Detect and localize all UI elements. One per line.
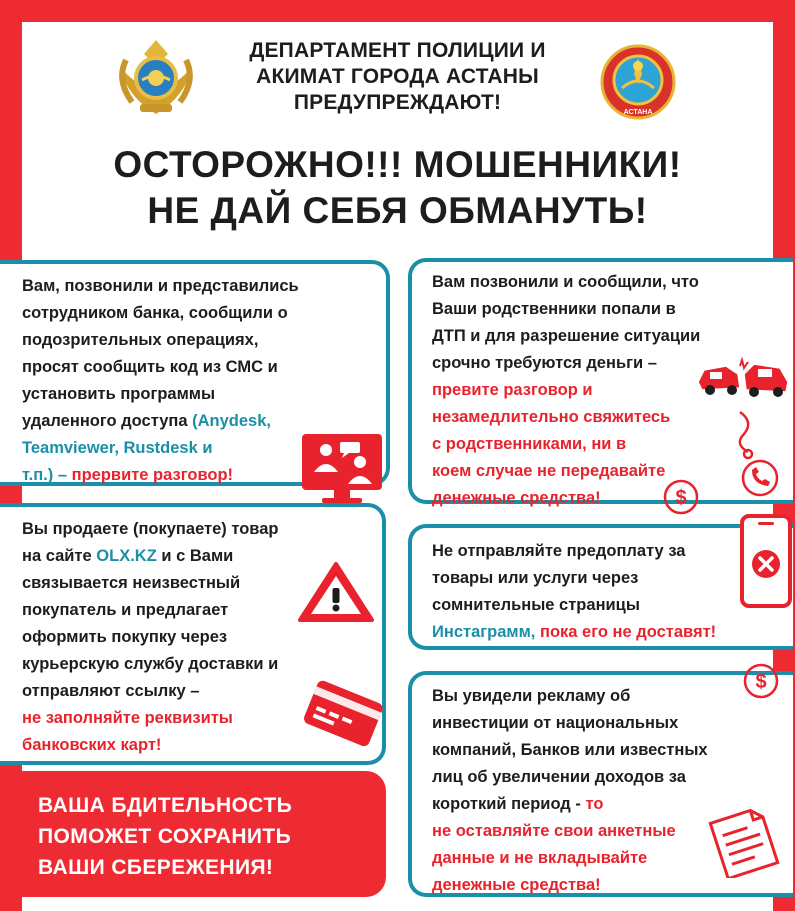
callout-line-1: ВАША БДИТЕЛЬНОСТЬ — [38, 794, 293, 817]
phone-icon — [740, 458, 780, 498]
header-line-1: ДЕПАРТАМЕНТ ПОЛИЦИИ И — [249, 39, 546, 62]
bank-card-icon — [300, 676, 384, 752]
olx-line-6: курьерскую службу доставки и — [22, 655, 279, 673]
smartphone-blocked-icon — [738, 512, 794, 610]
svg-text:$: $ — [675, 487, 687, 509]
car-crash-icon — [696, 356, 790, 400]
olx-site: OLX.KZ — [96, 547, 157, 565]
olx-line-1: Вы продаете (покупаете) товар — [22, 520, 279, 538]
bank-warning: прервите разговор! — [71, 466, 234, 484]
prepay-warning — [408, 524, 793, 650]
olx-warning-1: не заполняйте реквизиты — [22, 709, 233, 727]
dollar-coin-icon — [662, 478, 700, 516]
inv-warning-3: денежные средства! — [432, 876, 601, 894]
police-emblem-icon — [112, 36, 200, 122]
document-form-icon — [704, 808, 784, 878]
rel-warning-5: денежные средства! — [432, 489, 601, 507]
olx-line-2-a: на сайте — [22, 547, 92, 565]
inv-line-1: Вы увидели рекламу об — [432, 687, 631, 705]
rel-warning-3: с родственниками, ни в — [432, 435, 627, 453]
inv-warning-1: не оставляйте свои анкетные — [432, 822, 676, 840]
page-title — [30, 142, 765, 234]
prepay-platform: Инстаграмм, — [432, 623, 536, 641]
inv-warn-start: то — [585, 795, 604, 813]
inv-line-4: лиц об увеличении доходов за — [432, 768, 686, 786]
header-line-3: ПРЕДУПРЕЖДАЮТ! — [293, 91, 502, 114]
olx-line-5: оформить покупку через — [22, 628, 228, 646]
olx-warning-2: банковских карт! — [22, 736, 162, 754]
rel-line-4: срочно требуются деньги – — [432, 354, 657, 372]
rel-warning-2: незамедлительно свяжитесь — [432, 408, 671, 426]
bank-line-1: Вам, позвонили и представились — [22, 277, 299, 295]
bank-apps-2: Teamviewer, Rustdesk и — [22, 439, 213, 457]
vigilance-callout — [0, 771, 386, 897]
olx-line-3: связывается неизвестный — [22, 574, 241, 592]
inv-line-2: инвестиции от национальных — [432, 714, 679, 732]
rel-warning-1: превите разговор и — [432, 381, 593, 399]
callout-line-2: ПОМОЖЕТ СОХРАНИТЬ — [38, 825, 292, 848]
rel-line-1: Вам позвонили и сообщили, что — [432, 273, 699, 291]
olx-line-7: отправляют ссылку – — [22, 682, 200, 700]
video-call-monitor-icon — [300, 432, 384, 504]
bank-apps-1: (Anydesk, — [192, 412, 271, 430]
bank-line-5: установить программы — [22, 385, 216, 403]
bank-line-2: сотрудником банка, сообщили о — [22, 304, 288, 322]
dollar-coin-icon-2 — [742, 662, 780, 700]
bank-line-6: удаленного доступа — [22, 412, 188, 430]
warning-triangle-icon — [296, 560, 376, 624]
title-line-1: ОСТОРОЖНО!!! МОШЕННИКИ! — [113, 144, 682, 185]
inv-line-3: компаний, Банков или известных — [432, 741, 708, 759]
bank-line-3: подозрительных операциях, — [22, 331, 259, 349]
rel-line-2: Ваши родственники попали в — [432, 300, 676, 318]
rel-line-3: ДТП и для разрешение ситуации — [432, 327, 701, 345]
inv-line-5: короткий период - — [432, 795, 581, 813]
svg-text:$: $ — [755, 671, 767, 693]
bank-apps-3: т.п.) – — [22, 466, 68, 484]
callout-line-3: ВАШИ СБЕРЕЖЕНИЯ! — [38, 856, 274, 879]
bank-line-4: просят сообщить код из СМС и — [22, 358, 278, 376]
inv-warning-2: данные и не вкладывайте — [432, 849, 648, 867]
prepay-line-2: товары или услуги через — [432, 569, 639, 587]
prepay-warning-text: пока его не доставят! — [539, 623, 717, 641]
rel-warning-4: коем случае не передавайте — [432, 462, 666, 480]
olx-line-4: покупатель и предлагает — [22, 601, 229, 619]
astana-emblem-icon — [600, 44, 676, 120]
header-text — [200, 38, 595, 116]
olx-line-2-b: и с Вами — [161, 547, 234, 565]
astana-emblem-text: АСТАНА — [623, 109, 653, 116]
header-line-2: АКИМАТ ГОРОДА АСТАНЫ — [256, 65, 539, 88]
title-line-2: НЕ ДАЙ СЕБЯ ОБМАНУТЬ! — [147, 190, 648, 231]
phone-cord-icon — [734, 410, 764, 460]
prepay-line-3: сомнительные страницы — [432, 596, 640, 614]
prepay-line-1: Не отправляйте предоплату за — [432, 542, 686, 560]
